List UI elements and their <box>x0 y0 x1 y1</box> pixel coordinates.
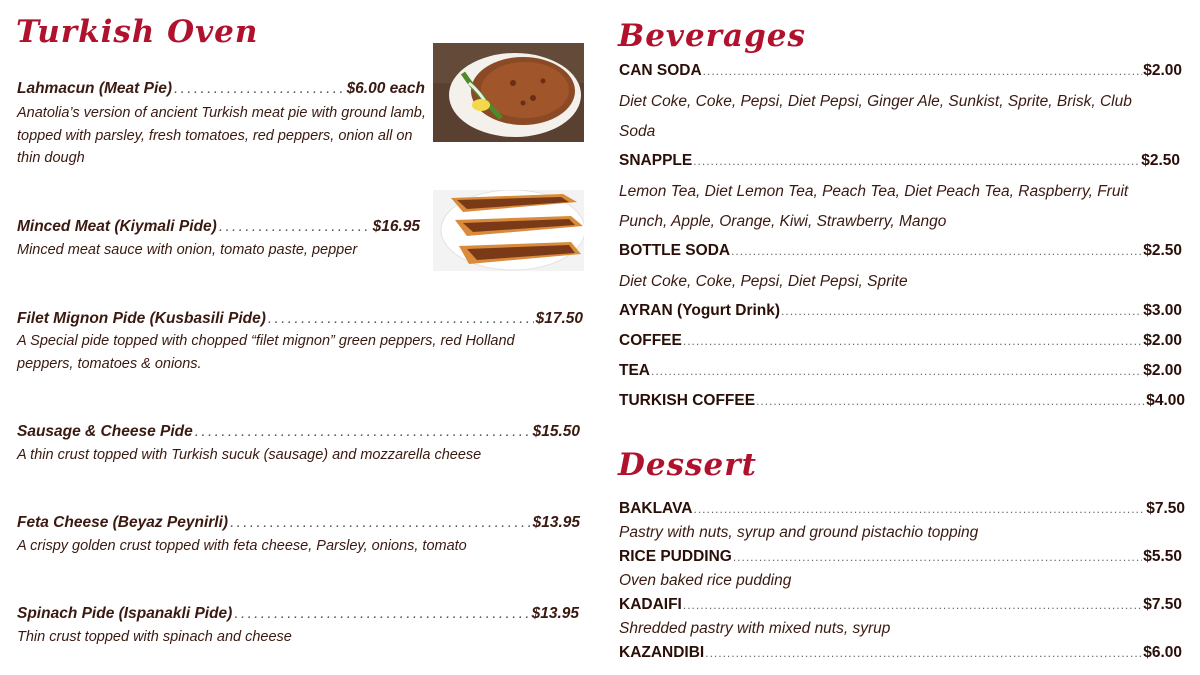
leader-dots <box>683 334 1142 348</box>
menu-item-lahmacun <box>17 80 425 98</box>
item-description: Lemon Tea, Diet Lemon Tea, Peach Tea, Diet Peach Tea, Raspberry, Fruit Punch, Apple, Orange, Kiwi, Strawberry, Mango <box>619 183 1129 230</box>
item-description: Pastry with nuts, syrup and ground pistachio topping <box>619 524 979 541</box>
item-description: Anatolia’s version of ancient Turkish meat pie with ground lamb, topped with parsley, fresh tomatoes, red peppers, onion all on thin dough <box>17 105 426 166</box>
leader-dots <box>703 64 1143 78</box>
item-price: $4.00 <box>1146 392 1185 409</box>
item-price: $3.00 <box>1143 302 1182 319</box>
dessert-kadaifi <box>619 596 1182 614</box>
leader-dots <box>731 244 1142 258</box>
item-description: Diet Coke, Coke, Pepsi, Diet Pepsi, Ginger Ale, Sunkist, Sprite, Brisk, Club Soda <box>619 93 1132 140</box>
beverage-can-soda <box>619 62 1182 80</box>
leader-dots <box>174 80 345 98</box>
leader-dots <box>268 310 534 328</box>
item-price: $7.50 <box>1143 596 1182 613</box>
item-name: Sausage & Cheese Pide <box>17 423 193 440</box>
leader-dots <box>705 646 1142 660</box>
item-price: $6.00 <box>1143 644 1182 661</box>
beverage-tea <box>619 362 1182 380</box>
beverage-coffee <box>619 332 1182 350</box>
item-name: Minced Meat (Kiymali Pide) <box>17 218 217 235</box>
item-description: Oven baked rice pudding <box>619 572 792 589</box>
item-price: $2.50 <box>1143 242 1182 259</box>
item-description: Diet Coke, Coke, Pepsi, Diet Pepsi, Sprite <box>619 273 908 290</box>
item-name: Lahmacun (Meat Pie) <box>17 80 173 97</box>
item-description: A thin crust topped with Turkish sucuk (sausage) and mozzarella cheese <box>17 447 482 463</box>
item-name: SNAPPLE <box>619 152 693 169</box>
leader-dots <box>693 502 1145 516</box>
dessert-rice-pudding <box>619 548 1182 566</box>
item-name: RICE PUDDING <box>619 548 732 565</box>
turkish-oven-title: Turkish Oven <box>16 14 259 50</box>
beverage-turkish-coffee <box>619 392 1185 410</box>
lahmacun-photo <box>433 43 584 142</box>
item-name: Filet Mignon Pide (Kusbasili Pide) <box>17 310 266 327</box>
item-price: $13.95 <box>532 514 580 531</box>
menu-item-spinach-pide <box>17 605 579 623</box>
leader-dots <box>781 304 1142 318</box>
leader-dots <box>195 423 531 441</box>
item-name: TURKISH COFFEE <box>619 392 756 409</box>
beverage-bottle-soda <box>619 242 1182 260</box>
item-price: $15.50 <box>532 423 580 440</box>
item-price: $5.50 <box>1143 548 1182 565</box>
item-name: KAZANDIBI <box>619 644 705 661</box>
item-name: AYRAN (Yogurt Drink) <box>619 302 781 319</box>
item-name: Spinach Pide (Ispanakli Pide) <box>17 605 233 622</box>
leader-dots <box>693 154 1140 168</box>
item-name: BOTTLE SODA <box>619 242 731 259</box>
item-price: $2.50 <box>1141 152 1180 169</box>
item-price: $2.00 <box>1143 362 1182 379</box>
menu-item-feta-cheese <box>17 514 580 532</box>
item-description: A crispy golden crust topped with feta cheese, Parsley, onions, tomato <box>17 538 467 554</box>
dessert-baklava <box>619 500 1185 518</box>
menu-item-filet-mignon <box>17 310 583 328</box>
item-name: COFFEE <box>619 332 682 349</box>
leader-dots <box>651 364 1142 378</box>
item-name: Feta Cheese (Beyaz Peynirli) <box>17 514 229 531</box>
item-price: $2.00 <box>1143 62 1182 79</box>
item-price: $17.50 <box>535 310 583 327</box>
item-description: Shredded pastry with mixed nuts, syrup <box>619 620 891 637</box>
leader-dots <box>234 605 529 623</box>
dessert-kazandibi <box>619 644 1182 662</box>
beverages-title: Beverages <box>618 18 806 54</box>
item-name: BAKLAVA <box>619 500 693 517</box>
item-price: $16.95 <box>372 218 420 235</box>
item-description: A Special pide topped with chopped “filet mignon” green peppers, red Holland peppers, tomatoes & onions. <box>17 333 515 372</box>
menu-item-sausage-cheese <box>17 423 580 441</box>
leader-dots <box>683 598 1142 612</box>
item-name: TEA <box>619 362 650 379</box>
item-name: CAN SODA <box>619 62 702 79</box>
item-price: $7.50 <box>1146 500 1185 517</box>
item-price: $13.95 <box>531 605 579 622</box>
item-name: KADAIFI <box>619 596 682 613</box>
leader-dots <box>230 514 531 532</box>
dessert-title: Dessert <box>618 447 757 483</box>
beverage-ayran <box>619 302 1182 320</box>
item-description: Minced meat sauce with onion, tomato paste, pepper <box>17 242 358 258</box>
leader-dots <box>219 218 371 236</box>
beverage-snapple <box>619 152 1180 170</box>
minced-meat-pide-photo <box>433 190 584 271</box>
menu-item-minced-meat <box>17 218 420 236</box>
item-price: $6.00 each <box>346 80 425 97</box>
item-price: $2.00 <box>1143 332 1182 349</box>
leader-dots <box>733 550 1142 564</box>
item-description: Thin crust topped with spinach and cheese <box>17 629 292 645</box>
leader-dots <box>756 394 1145 408</box>
